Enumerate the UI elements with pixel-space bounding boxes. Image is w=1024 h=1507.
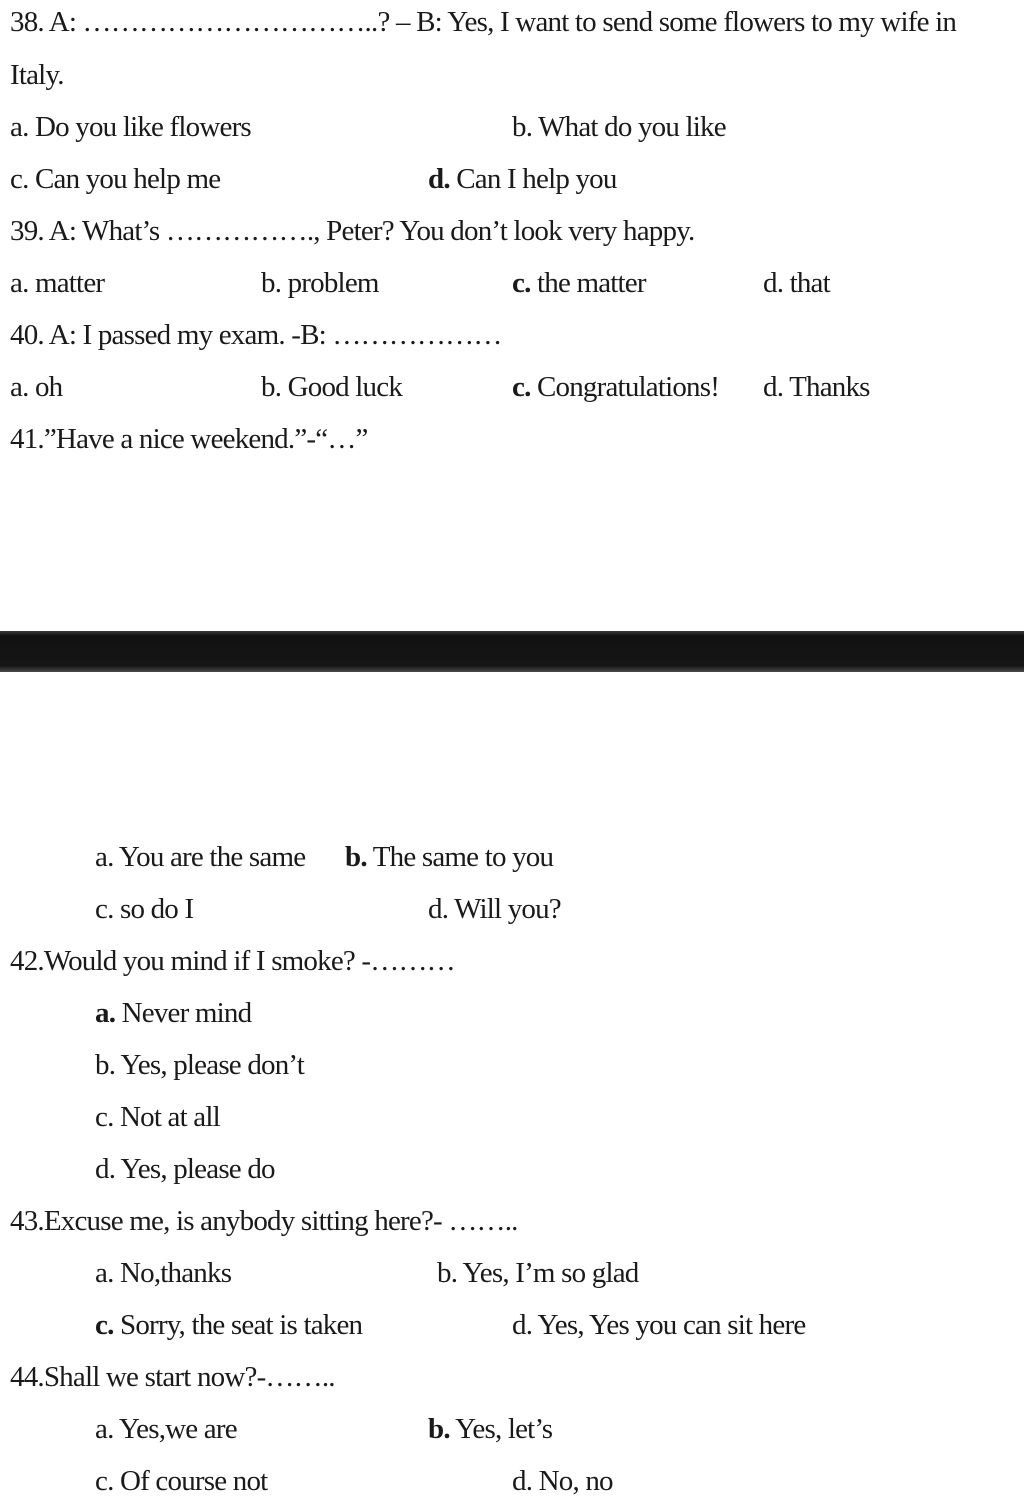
question-43-option-d[interactable]: d. Yes, Yes you can sit here: [512, 1309, 806, 1341]
option-text: Never mind: [121, 997, 252, 1029]
question-41-option-d[interactable]: d. Will you?: [428, 893, 561, 925]
answer-letter-b: b.: [345, 841, 367, 873]
question-43-option-a[interactable]: a. No,thanks: [95, 1257, 232, 1289]
question-39-option-d[interactable]: d. that: [763, 267, 830, 299]
question-44-option-d[interactable]: d. No, no: [512, 1465, 613, 1497]
answer-letter-a: a.: [95, 997, 116, 1029]
option-text: The same to you: [372, 841, 554, 873]
question-43-option-b[interactable]: b. Yes, I’m so glad: [437, 1257, 639, 1289]
answer-letter-c: c.: [512, 267, 531, 299]
question-44-option-a[interactable]: a. Yes,we are: [95, 1413, 237, 1445]
question-44-option-b[interactable]: [428, 1411, 552, 1447]
option-text: the matter: [536, 267, 646, 299]
question-41-option-c[interactable]: c. so do I: [95, 893, 194, 925]
question-41-option-a[interactable]: a. You are the same: [95, 841, 306, 873]
question-40-option-b[interactable]: b. Good luck: [261, 371, 403, 403]
question-39-option-c[interactable]: [512, 265, 646, 301]
question-42-option-b[interactable]: b. Yes, please don’t: [95, 1049, 305, 1081]
option-text: Yes, let’s: [455, 1413, 553, 1445]
question-42-option-c[interactable]: c. Not at all: [95, 1101, 220, 1133]
page-divider-bar: [0, 631, 1024, 672]
question-39-stem: 39. A: What’s ……………., Peter? You don’t look very happy.: [10, 215, 695, 247]
question-39-option-b[interactable]: b. problem: [261, 267, 379, 299]
answer-letter-b: b.: [428, 1413, 450, 1445]
question-39-option-a[interactable]: a. matter: [10, 267, 105, 299]
answer-letter-c: c.: [95, 1309, 114, 1341]
question-38-stem-continued: Italy.: [10, 59, 64, 91]
question-40-stem: 40. A: I passed my exam. -B: ………………: [10, 319, 502, 351]
question-42-option-a[interactable]: [95, 995, 251, 1031]
question-38-option-a[interactable]: a. Do you like flowers: [10, 111, 251, 143]
question-43-option-c[interactable]: [95, 1307, 362, 1343]
question-40-option-c[interactable]: [512, 369, 719, 405]
question-41-option-b[interactable]: [345, 839, 553, 875]
question-41-stem: 41.”Have a nice weekend.”-“…”: [10, 423, 368, 455]
question-38-option-d[interactable]: [428, 161, 617, 197]
question-40-option-d[interactable]: d. Thanks: [763, 371, 870, 403]
question-38-stem: 38. A: …………………………..? – B: Yes, I want to send some flowers to my wife in: [10, 6, 957, 38]
question-42-option-d[interactable]: d. Yes, please do: [95, 1153, 275, 1185]
option-text: Congratulations!: [536, 371, 720, 403]
question-43-stem: 43.Excuse me, is anybody sitting here?- ……..: [10, 1205, 518, 1237]
question-40-option-a[interactable]: a. oh: [10, 371, 63, 403]
question-44-option-c[interactable]: c. Of course not: [95, 1465, 268, 1497]
question-38-option-b[interactable]: b. What do you like: [512, 111, 726, 143]
question-44-stem: 44.Shall we start now?-……..: [10, 1361, 335, 1393]
option-text: Can I help you: [456, 163, 617, 195]
question-42-stem: 42.Would you mind if I smoke? -………: [10, 945, 455, 977]
answer-letter-d: d.: [428, 163, 450, 195]
answer-letter-c: c.: [512, 371, 531, 403]
question-38-option-c[interactable]: c. Can you help me: [10, 163, 221, 195]
option-text: Sorry, the seat is taken: [119, 1309, 363, 1341]
